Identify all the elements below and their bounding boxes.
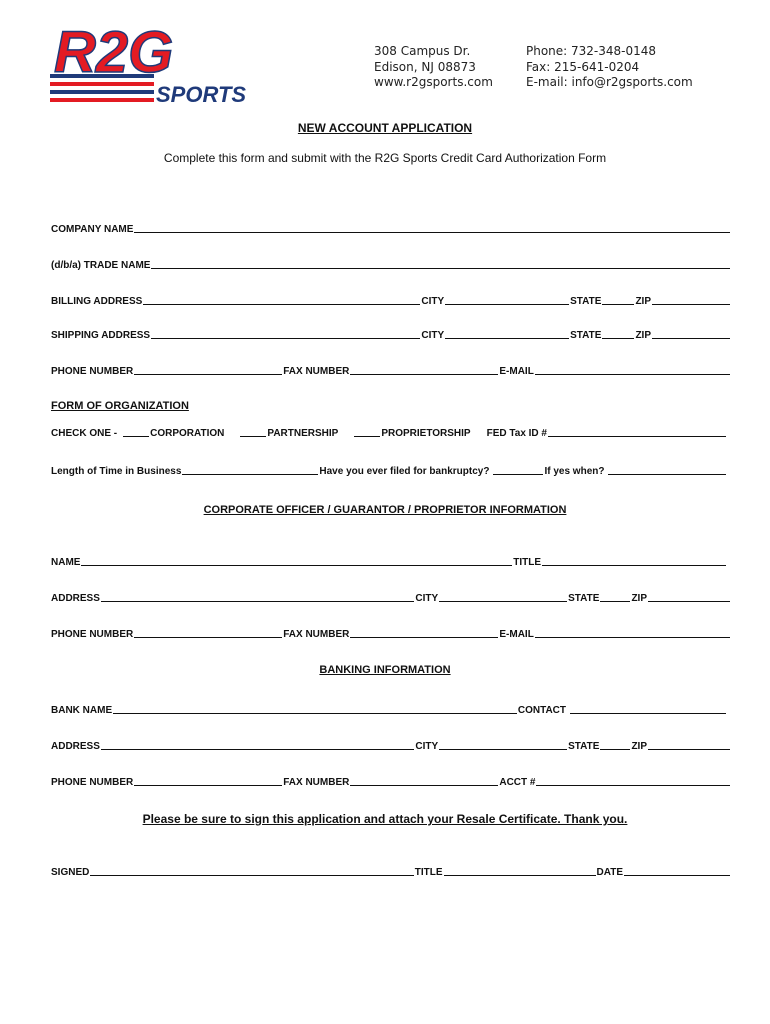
company-contact <box>526 44 693 91</box>
shipping-zip-label: ZIP <box>635 330 651 341</box>
banking-heading: BANKING INFORMATION <box>319 664 451 676</box>
if-yes-label: If yes when? <box>544 466 605 477</box>
officer-name-row <box>51 554 727 568</box>
officer-email-field[interactable] <box>535 637 730 638</box>
signature-title-field[interactable] <box>444 875 596 876</box>
bank-contact-label: CONTACT <box>517 705 566 716</box>
officer-city-field[interactable] <box>439 601 567 602</box>
shipping-state-field[interactable] <box>602 338 634 339</box>
shipping-address-label: SHIPPING ADDRESS <box>51 330 151 341</box>
bank-phone-field[interactable] <box>134 785 282 786</box>
company-name-field[interactable] <box>134 232 730 233</box>
fed-tax-label: FED Tax ID # <box>486 428 547 439</box>
shipping-address-field[interactable] <box>151 338 420 339</box>
bank-name-label: BANK NAME <box>51 705 113 716</box>
officer-title-label: TITLE <box>513 557 541 568</box>
address-website: www.r2gsports.com <box>374 75 493 89</box>
bank-address-label: ADDRESS <box>51 741 100 752</box>
officer-fax-label: FAX NUMBER <box>283 629 350 640</box>
bank-city-field[interactable] <box>439 749 567 750</box>
logo-r2g-text: R2G <box>54 20 174 85</box>
officer-state-label: STATE <box>568 593 600 604</box>
logo-sports-text: SPORTS <box>156 82 247 104</box>
officer-city-label: CITY <box>415 593 439 604</box>
officer-zip-field[interactable] <box>648 601 730 602</box>
officer-address-label: ADDRESS <box>51 593 100 604</box>
shipping-state-label: STATE <box>570 330 602 341</box>
company-fax-field[interactable] <box>350 374 498 375</box>
length-in-business-label: Length of Time in Business <box>51 466 182 477</box>
address-street: 308 Campus Dr. <box>374 44 471 58</box>
bank-zip-field[interactable] <box>648 749 730 750</box>
company-email-field[interactable] <box>535 374 730 375</box>
contact-phone: Phone: 732-348-0148 <box>526 44 657 58</box>
partnership-checkbox[interactable] <box>240 436 266 437</box>
bank-acct-field[interactable] <box>536 785 730 786</box>
r2g-sports-logo <box>50 20 252 104</box>
bank-address-row <box>51 738 731 752</box>
corporation-checkbox[interactable] <box>123 436 149 437</box>
billing-address-label: BILLING ADDRESS <box>51 296 143 307</box>
billing-city-field[interactable] <box>445 304 569 305</box>
billing-city-label: CITY <box>421 296 445 307</box>
bank-name-field[interactable] <box>113 713 517 714</box>
trade-name-field[interactable] <box>151 268 730 269</box>
bank-state-label: STATE <box>568 741 600 752</box>
officer-title-field[interactable] <box>542 565 726 566</box>
signature-title-label: TITLE <box>414 867 443 878</box>
page-subtitle: Complete this form and submit with the R2G Sports Credit Card Authorization Form <box>163 151 607 165</box>
billing-address-row <box>51 293 731 307</box>
shipping-address-row <box>51 327 731 341</box>
company-address <box>374 44 493 91</box>
company-phone-field[interactable] <box>134 374 282 375</box>
address-city-state: Edison, NJ 08873 <box>374 59 476 74</box>
company-fax-label: FAX NUMBER <box>283 366 350 377</box>
officer-fax-field[interactable] <box>350 637 498 638</box>
signature-row <box>51 864 731 878</box>
bank-fax-field[interactable] <box>350 785 498 786</box>
proprietorship-label: PROPRIETORSHIP <box>381 428 471 439</box>
if-yes-field[interactable] <box>608 474 726 475</box>
signed-label: SIGNED <box>51 867 90 878</box>
billing-state-label: STATE <box>570 296 602 307</box>
sign-note: Please be sure to sign this application and attach your Resale Certificate. Thank you. <box>142 812 628 826</box>
billing-zip-field[interactable] <box>652 304 730 305</box>
shipping-zip-field[interactable] <box>652 338 730 339</box>
officer-zip-label: ZIP <box>631 593 647 604</box>
company-name-label: COMPANY NAME <box>51 224 134 235</box>
trade-name-row <box>51 257 731 271</box>
billing-state-field[interactable] <box>602 304 634 305</box>
billing-address-field[interactable] <box>143 304 420 305</box>
bank-name-row <box>51 702 727 716</box>
officer-phone-label: PHONE NUMBER <box>51 629 134 640</box>
corporation-label: CORPORATION <box>150 428 225 439</box>
bankruptcy-label: Have you ever filed for bankruptcy? <box>319 466 490 477</box>
bank-city-label: CITY <box>415 741 439 752</box>
company-phone-row <box>51 363 731 377</box>
signature-date-field[interactable] <box>624 875 730 876</box>
check-one-row <box>51 425 727 439</box>
fed-tax-field[interactable] <box>548 436 726 437</box>
check-one-label: CHECK ONE - <box>51 428 118 439</box>
bank-zip-label: ZIP <box>631 741 647 752</box>
page-title: NEW ACCOUNT APPLICATION <box>297 121 473 135</box>
length-in-business-field[interactable] <box>182 474 318 475</box>
bank-state-field[interactable] <box>600 749 630 750</box>
officer-email-label: E-MAIL <box>499 629 534 640</box>
officer-name-label: NAME <box>51 557 81 568</box>
bank-acct-label: ACCT # <box>499 777 536 788</box>
proprietorship-checkbox[interactable] <box>354 436 380 437</box>
bank-phone-row <box>51 774 731 788</box>
bank-phone-label: PHONE NUMBER <box>51 777 134 788</box>
officer-phone-row <box>51 626 731 640</box>
officer-address-field[interactable] <box>101 601 414 602</box>
company-phone-label: PHONE NUMBER <box>51 366 134 377</box>
company-name-row <box>51 221 731 235</box>
shipping-city-label: CITY <box>421 330 445 341</box>
officer-phone-field[interactable] <box>134 637 282 638</box>
billing-zip-label: ZIP <box>635 296 651 307</box>
bank-fax-label: FAX NUMBER <box>283 777 350 788</box>
shipping-city-field[interactable] <box>445 338 569 339</box>
partnership-label: PARTNERSHIP <box>267 428 339 439</box>
officer-address-row <box>51 590 731 604</box>
bank-contact-field[interactable] <box>570 713 726 714</box>
signature-date-label: DATE <box>596 867 623 878</box>
officer-state-field[interactable] <box>600 601 630 602</box>
signature-field[interactable] <box>90 875 413 876</box>
business-history-row <box>51 463 727 477</box>
officer-name-field[interactable] <box>81 565 512 566</box>
bank-address-field[interactable] <box>101 749 414 750</box>
trade-name-label: (d/b/a) TRADE NAME <box>51 260 151 271</box>
organization-heading: FORM OF ORGANIZATION <box>51 400 189 412</box>
contact-email: E-mail: info@r2gsports.com <box>526 75 693 89</box>
company-email-label: E-MAIL <box>499 366 534 377</box>
officer-heading: CORPORATE OFFICER / GUARANTOR / PROPRIETOR INFORMATION <box>203 504 567 516</box>
bankruptcy-field[interactable] <box>493 474 543 475</box>
contact-fax: Fax: 215-641-0204 <box>526 59 640 74</box>
